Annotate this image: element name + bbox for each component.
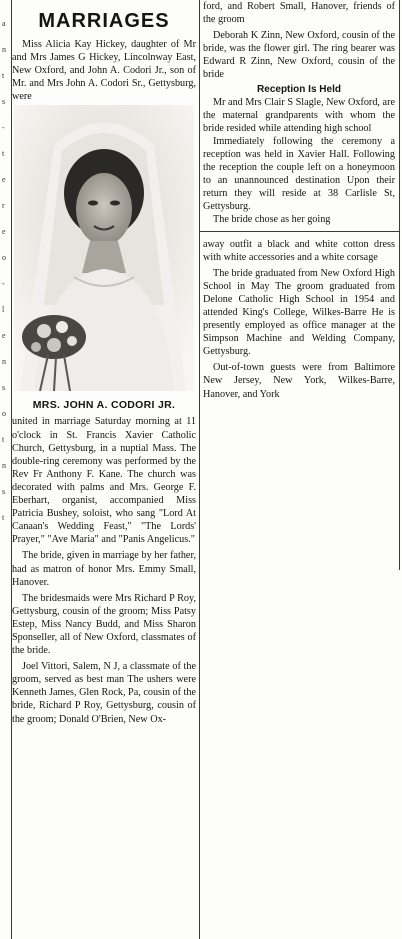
article-paragraph: Joel Vittori, Salem, N J, a classmate of the groom, served as best man The ushers were Kenneth James, Glen Rock, Pa, cousin of the bride, Richard P Roy, Gettysburg, cousin of the groom; Donald O'Brien, New Ox- bbox=[12, 661, 196, 725]
edge-fragment: o bbox=[2, 253, 6, 262]
edge-fragment: t bbox=[2, 71, 5, 80]
article-paragraph: The bride chose as her going bbox=[213, 214, 331, 226]
section-subhead: Reception Is Held bbox=[257, 83, 341, 95]
column-rule-middle bbox=[199, 0, 200, 939]
edge-fragment: a bbox=[2, 19, 6, 28]
article-paragraph: The bridesmaids were Mrs Richard P Roy, Gettysburg, cousin of the groom; Miss Patsy Estep, Miss Nancy Budd, and Miss Sharon Sponseller, all of New Oxford, classmates of the bride. bbox=[12, 592, 196, 657]
edge-fragment: n bbox=[2, 45, 6, 54]
article-paragraph: Out-of-town guests were from Baltimore New Jersey, New York, Wilkes-Barre, Hanover, and York bbox=[203, 362, 395, 400]
article-paragraph: Immediately following the ceremony a reception was held in Xavier Hall. Following the reception the couple left on a honeymoon to an unannounced destination Upon their return they will reside at 38 Carlisle St, Gettysburg. bbox=[203, 135, 395, 213]
edge-fragment: n bbox=[2, 357, 6, 366]
edge-fragment: n bbox=[2, 461, 6, 470]
headline: MARRIAGES bbox=[38, 10, 170, 32]
article-column-2 bbox=[203, 0, 395, 401]
edge-fragment: s bbox=[2, 487, 6, 496]
article-paragraph: Mr and Mrs Clair S Slagle, New Oxford, are the maternal grandparents with whom the bride resided while attending high school bbox=[203, 96, 395, 134]
article-paragraph: ford, and Robert Small, Hanover, friends of the groom bbox=[203, 1, 395, 26]
edge-fragment: e bbox=[2, 227, 6, 236]
edge-fragment: o bbox=[2, 409, 6, 418]
article-column-1 bbox=[12, 8, 196, 726]
edge-fragment: r bbox=[2, 201, 5, 210]
bride-portrait-image bbox=[14, 105, 194, 391]
edge-fragment: - bbox=[2, 279, 5, 288]
edge-fragment: s bbox=[2, 383, 6, 392]
column-rule-right bbox=[399, 0, 400, 570]
col1-top-text bbox=[12, 38, 196, 103]
col1-bottom-text bbox=[12, 415, 196, 725]
photo-caption: MRS. JOHN A. CODORI JR. bbox=[32, 399, 176, 412]
article-paragraph: The bride graduated from New Oxford High School in May The groom graduated from Delone Catholic High School in 1954 and attended King's College, Wilkes-Barre He is presently employed as office manager at the Simpson Machine and Welding Company, Gettysburg. bbox=[203, 267, 395, 358]
article-paragraph: Deborah K Zinn, New Oxford, cousin of the bride, was the flower girl. The ring bearer was Edward R Zinn, New Oxford, cousin of the bride bbox=[203, 30, 395, 81]
article-paragraph: Miss Alicia Kay Hickey, daughter of Mr and Mrs James G Hickey, Lincolnway East, New Oxford, and John A. Codori Jr., son of Mr. and Mrs John A. Codori Sr., Gettysburg, were bbox=[12, 39, 196, 103]
section-divider bbox=[199, 231, 399, 232]
edge-fragment: l bbox=[2, 305, 5, 314]
bride-photo bbox=[14, 105, 194, 391]
edge-fragment: t bbox=[2, 513, 5, 522]
left-edge-fragments bbox=[0, 0, 10, 939]
edge-fragment: e bbox=[2, 331, 6, 340]
article-paragraph: away outfit a black and white cotton dress with white accessories and a white corsage bbox=[203, 238, 395, 263]
article-paragraph: The bride, given in marriage by her father, had as matron of honor Mrs. Emmy Small, Hanover. bbox=[12, 550, 196, 588]
edge-fragment: t bbox=[2, 149, 5, 158]
edge-fragment: - bbox=[2, 123, 5, 132]
edge-fragment: s bbox=[2, 97, 6, 106]
article-paragraph: united in marriage Saturday morning at 11 o'clock in St. Francis Xavier Catholic Church, Gettysburg, in a nuptial Mass. The double-ring ceremony was performed by the Rev Fr Anthony F. Kane. The church was decorated with palms and Mrs. George F. Eberhart, organist, accompanied Miss Patricia Bushey, soloist, who sang "Lord At Canaan's Wedding Feast," "The Lords' Prayer," "Ave Maria" and "Panis Angelicus." bbox=[12, 416, 196, 546]
edge-fragment: t bbox=[2, 435, 5, 444]
edge-fragment: e bbox=[2, 175, 6, 184]
